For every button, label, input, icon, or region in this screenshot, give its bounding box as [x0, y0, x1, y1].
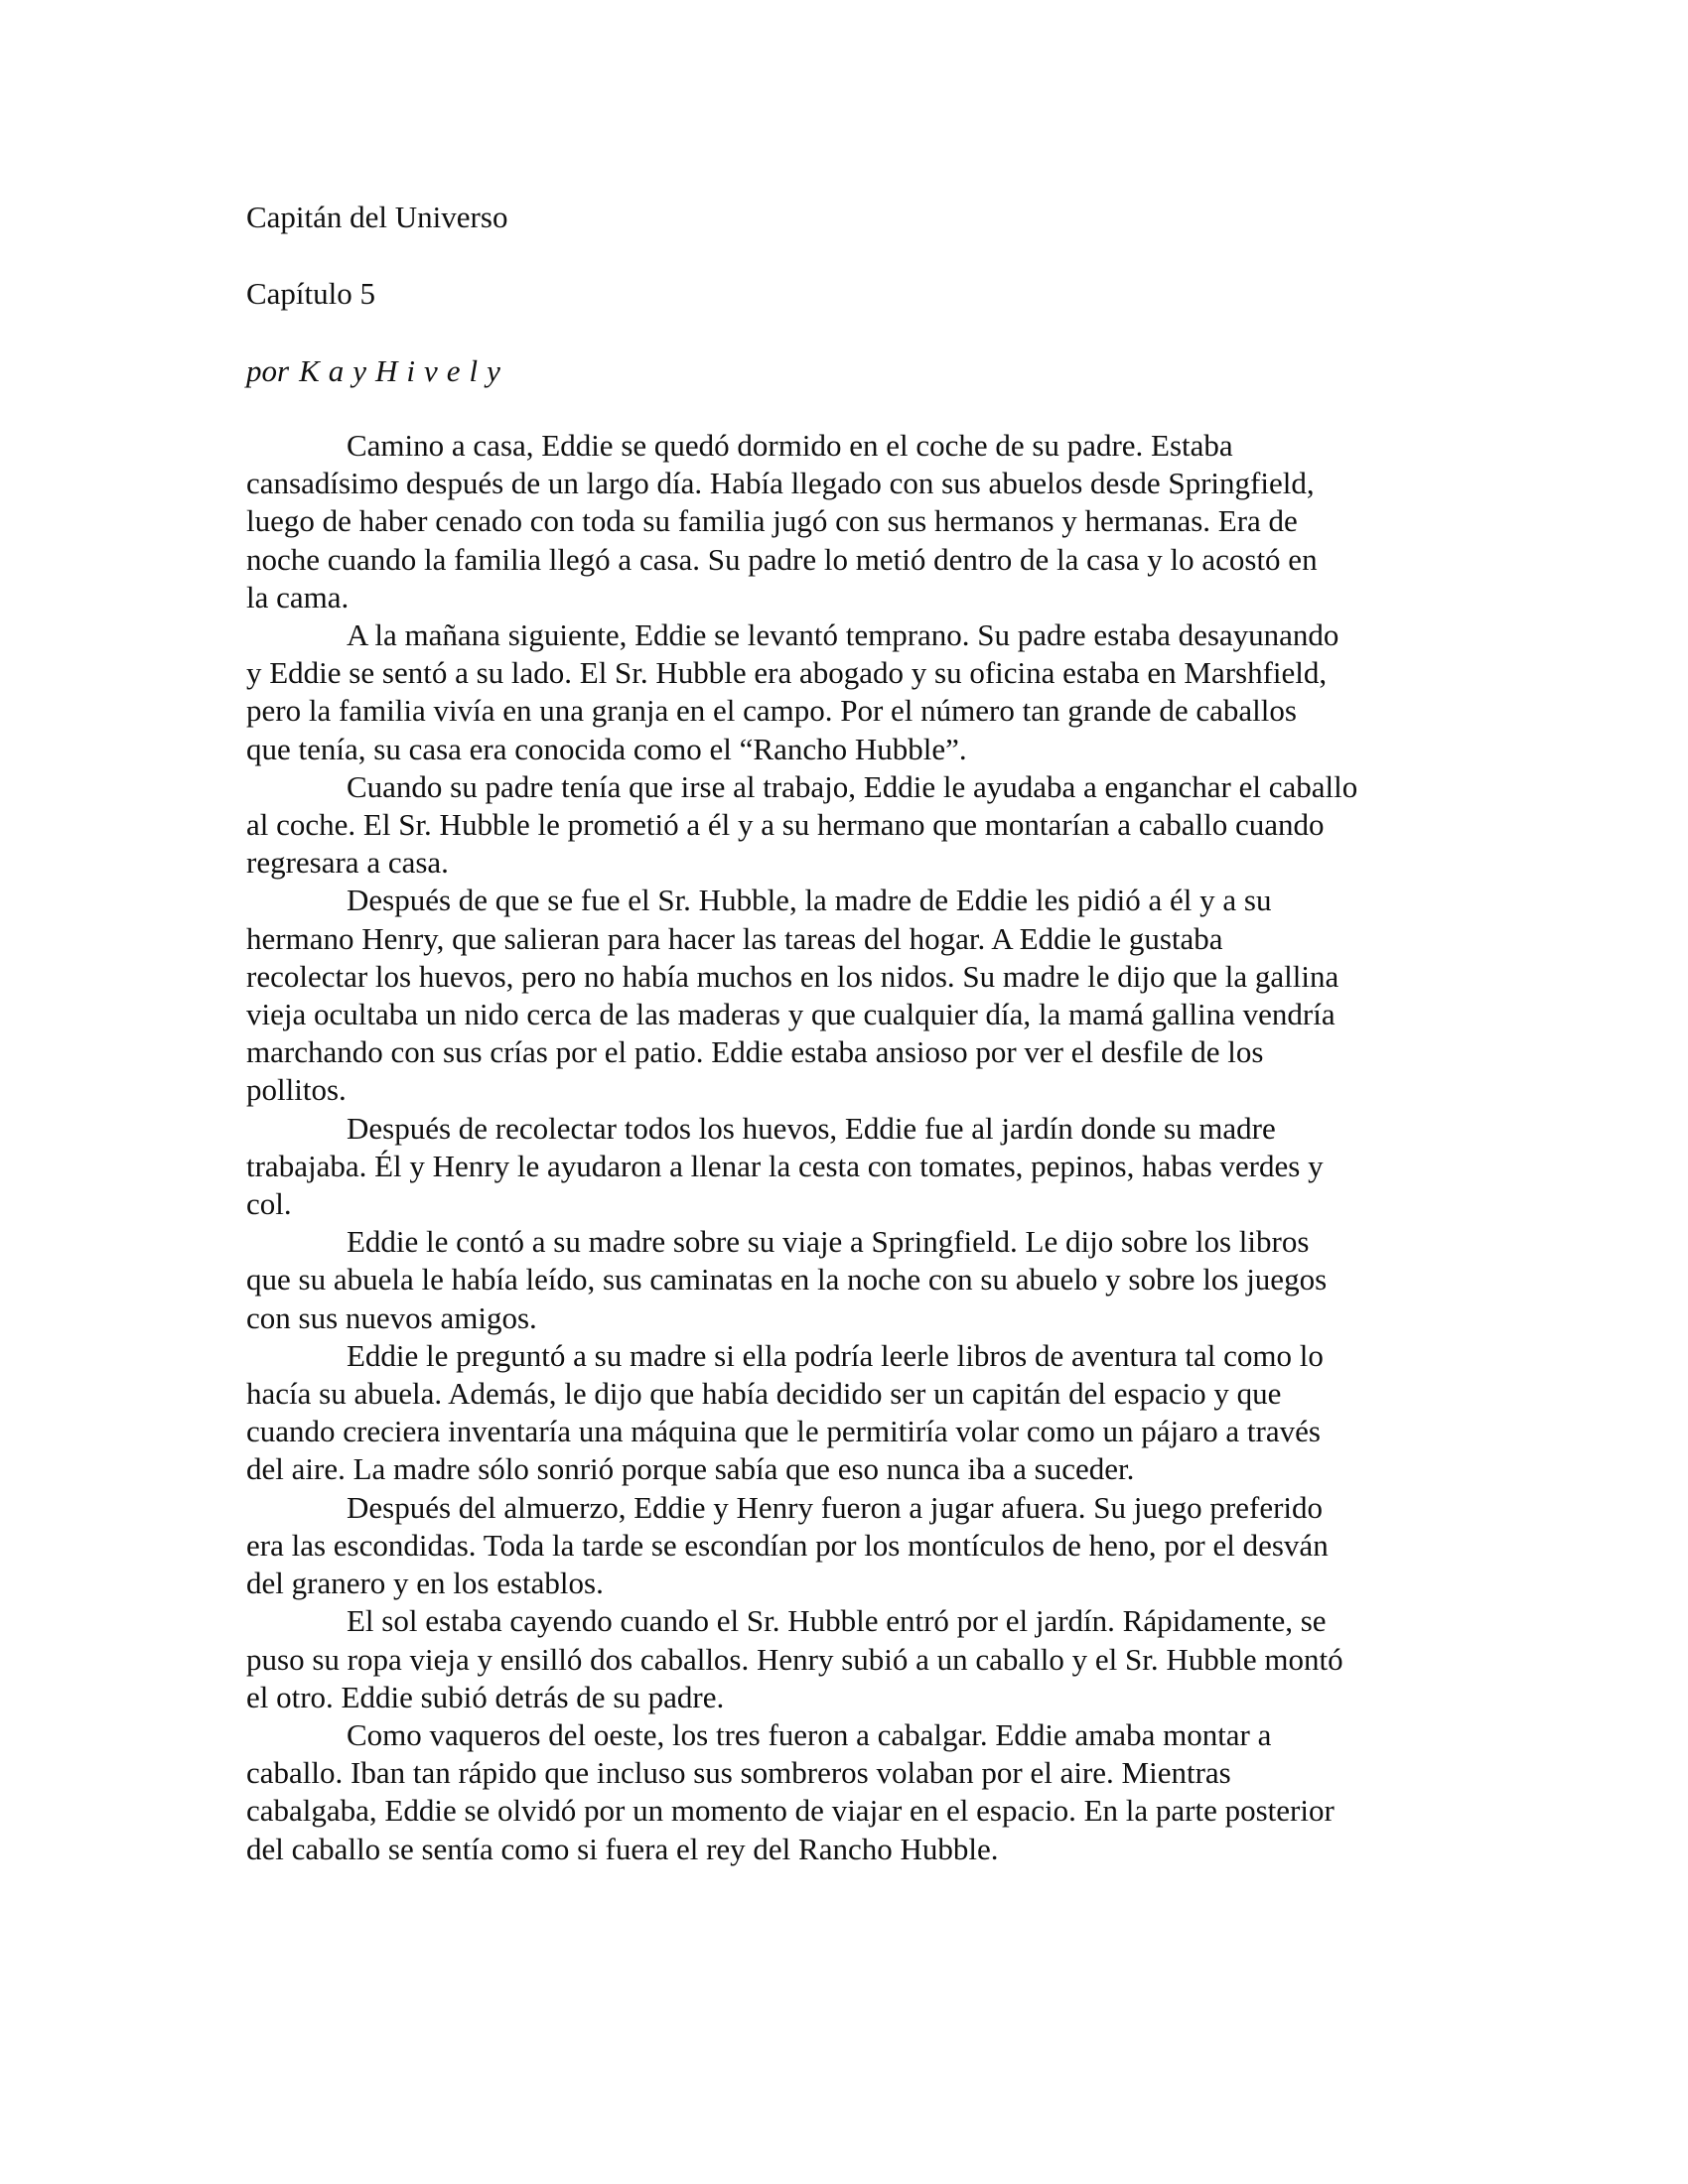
text-line: con sus nuevos amigos.	[246, 1299, 537, 1335]
text-line: Después del almuerzo, Eddie y Henry fueron a jugar afuera. Su juego preferido	[347, 1489, 1324, 1525]
text-line: pero la familia vivía en una granja en el campo. Por el número tan grande de caballos	[246, 693, 1297, 729]
paragraph	[246, 882, 1450, 1109]
text-line: al coche. El Sr. Hubble le prometió a él y a su hermano que montarían a caballo cuando	[246, 807, 1325, 843]
text-line: regresara a casa.	[246, 845, 449, 881]
text-line: hermano Henry, que salieran para hacer las tareas del hogar. A Eddie le gustaba	[246, 920, 1223, 956]
text-line: trabajaba. Él y Henry le ayudaron a llenar la cesta con tomates, pepinos, habas verdes y	[246, 1148, 1324, 1183]
text-line: col.	[246, 1186, 292, 1222]
text-line: cansadísimo después de un largo día. Había llegado con sus abuelos desde Springfield,	[246, 466, 1315, 501]
text-line: del granero y en los establos.	[246, 1566, 604, 1601]
text-line: del aire. La madre sólo sonrió porque sabía que eso nunca iba a suceder.	[246, 1451, 1135, 1487]
text-line: el otro. Eddie subió detrás de su padre.	[246, 1679, 725, 1714]
text-line: Como vaqueros del oeste, los tres fueron a cabalgar. Eddie amaba montar a	[347, 1716, 1272, 1752]
text-line: y Eddie se sentó a su lado. El Sr. Hubble era abogado y su oficina estaba en Marshfield,	[246, 655, 1328, 691]
text-line: Camino a casa, Eddie se quedó dormido en el coche de su padre. Estaba	[347, 428, 1233, 463]
paragraph	[246, 1489, 1450, 1603]
text-line: hacía su abuela. Además, le dijo que había decidido ser un capitán del espacio y que	[246, 1376, 1282, 1412]
text-line: vieja ocultaba un nido cerca de las maderas y que cualquier día, la mamá gallina vendría	[246, 997, 1336, 1032]
author-prefix: por	[246, 353, 290, 388]
story-title: Capitán del Universo	[246, 200, 508, 234]
text-line: El sol estaba cayendo cuando el Sr. Hubble entró por el jardín. Rápidamente, se	[347, 1603, 1327, 1639]
text-line: Después de que se fue el Sr. Hubble, la madre de Eddie les pidió a él y a su	[347, 883, 1272, 918]
chapter-heading: Capítulo 5	[246, 276, 376, 311]
text-line: puso su ropa vieja y ensilló dos caballos. Henry subió a un caballo y el Sr. Hubble montó	[246, 1641, 1343, 1677]
text-line: luego de haber cenado con toda su familia jugó con sus hermanos y hermanas. Era de	[246, 503, 1298, 539]
text-line: marchando con sus crías por el patio. Eddie estaba ansioso por ver el desfile de los	[246, 1034, 1264, 1070]
paragraph	[246, 616, 1450, 768]
text-line: caballo. Iban tan rápido que incluso sus sombreros volaban por el aire. Mientras	[246, 1755, 1231, 1791]
story-body	[246, 427, 1450, 1868]
text-line: cabalgaba, Eddie se olvidó por un momento de viajar en el espacio. En la parte posterior	[246, 1793, 1335, 1829]
text-line: del caballo se sentía como si fuera el rey del Rancho Hubble.	[246, 1831, 999, 1866]
text-line: era las escondidas. Toda la tarde se escondían por los montículos de heno, por el desván	[246, 1527, 1329, 1563]
text-line: recolectar los huevos, pero no había muchos en los nidos. Su madre le dijo que la gallina	[246, 958, 1339, 994]
text-line: cuando creciera inventaría una máquina que le permitiría volar como un pájaro a través	[246, 1414, 1321, 1449]
paragraph	[246, 1602, 1450, 1716]
paragraph	[246, 1716, 1450, 1868]
paragraph	[246, 1110, 1450, 1224]
text-line: que su abuela le había leído, sus caminatas en la noche con su abuelo y sobre los juegos	[246, 1262, 1328, 1297]
paragraph	[246, 427, 1450, 616]
text-line: A la mañana siguiente, Eddie se levantó temprano. Su padre estaba desayunando	[347, 617, 1339, 653]
text-line: Cuando su padre tenía que irse al trabajo, Eddie le ayudaba a enganchar el caballo	[347, 768, 1358, 804]
author-name: KayHively	[299, 353, 509, 388]
author-line	[246, 352, 509, 390]
paragraph	[246, 1223, 1450, 1337]
text-line: pollitos.	[246, 1072, 347, 1108]
text-line: Eddie le contó a su madre sobre su viaje a Springfield. Le dijo sobre los libros	[347, 1224, 1310, 1260]
paragraph	[246, 768, 1450, 883]
text-line: Eddie le preguntó a su madre si ella podría leerle libros de aventura tal como lo	[347, 1337, 1324, 1373]
text-line: que tenía, su casa era conocida como el “Rancho Hubble”.	[246, 731, 967, 766]
text-line: noche cuando la familia llegó a casa. Su padre lo metió dentro de la casa y lo acostó en	[246, 541, 1318, 577]
text-line: Después de recolectar todos los huevos, Eddie fue al jardín donde su madre	[347, 1110, 1276, 1146]
paragraph	[246, 1337, 1450, 1489]
text-line: la cama.	[246, 579, 350, 614]
